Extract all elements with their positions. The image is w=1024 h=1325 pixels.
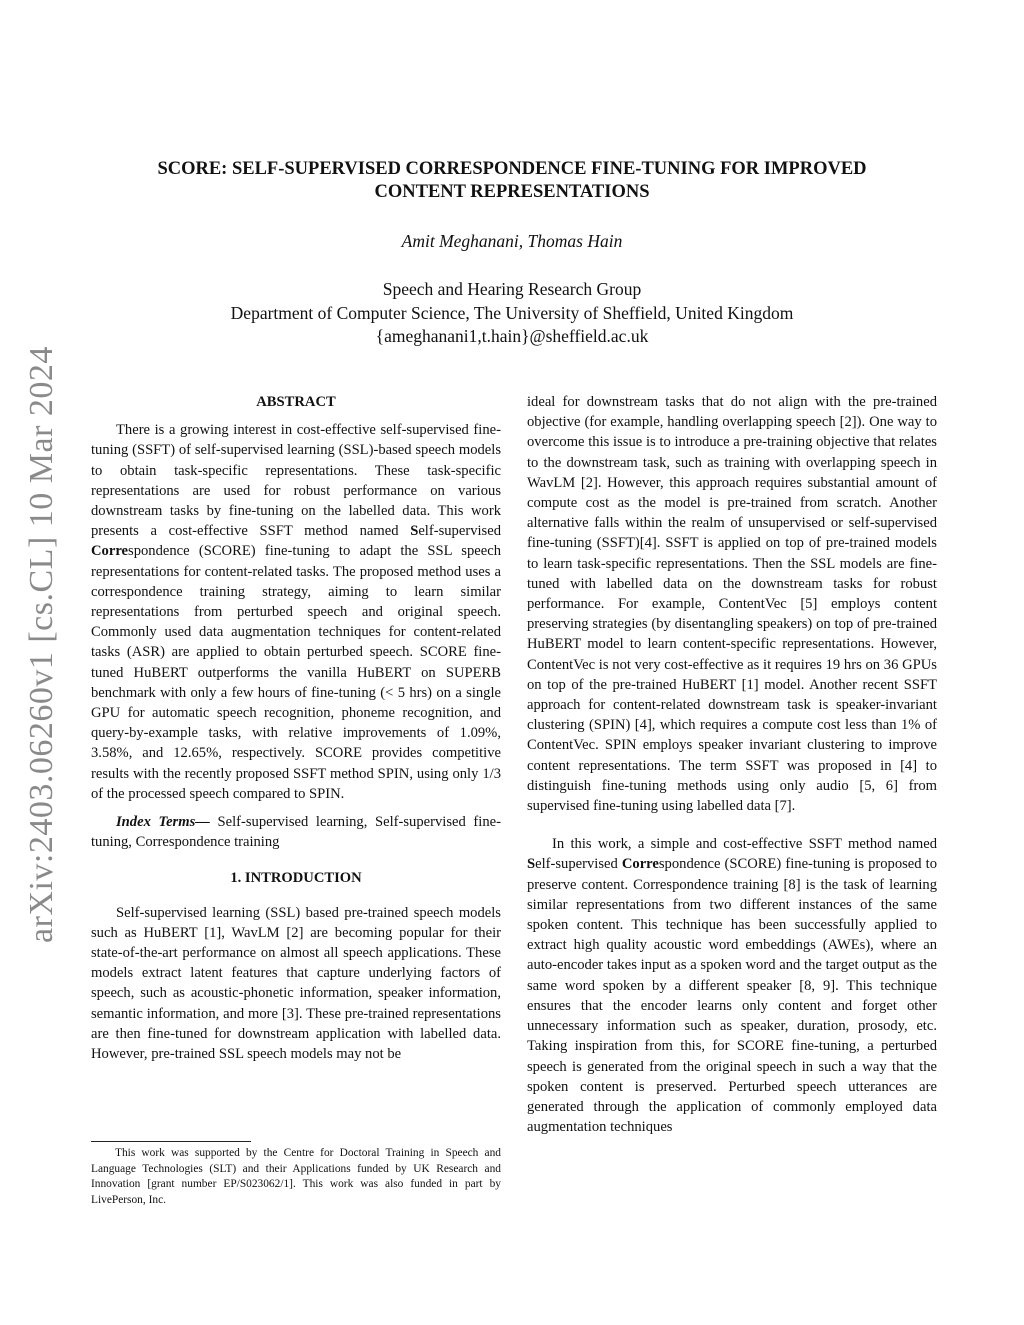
arxiv-identifier: arXiv:2403.06260v1 [cs.CL] 10 Mar 2024	[23, 346, 60, 943]
abstract-bold-corre: Corre	[91, 543, 129, 560]
index-terms	[91, 812, 501, 852]
title-line-1: SCORE: SELF-SUPERVISED CORRESPONDENCE FINE-TUNING FOR IMPROVED	[157, 159, 867, 179]
title-line-2: CONTENT REPRESENTATIONS	[374, 182, 650, 202]
abstract-body	[91, 420, 501, 804]
intro-p2-bold-s: S	[527, 856, 536, 873]
left-column	[91, 392, 501, 1064]
abstract-text-mid: elf-supervised	[418, 523, 501, 540]
affiliation-group: Speech and Hearing Research Group	[382, 279, 642, 299]
intro-p2-bold-corre: Corre	[621, 856, 659, 873]
intro-paragraph-1: Self-supervised learning (SSL) based pre-trained speech models such as HuBERT [1], WavLM [2] are becoming popular for their state-of-the-art performance on almost all speech applications. These models extract latent features that capture underlying factors of speech, such as acoustic-phonetic information, speaker information, semantic information, and more [3]. These pre-trained representations are then fine-tuned for downstream application with labelled data. However, pre-trained SSL speech models may not be	[91, 904, 501, 1063]
paper-title	[100, 158, 924, 204]
abstract-bold-s: S	[410, 523, 419, 540]
affiliation-email: {ameghanani1,t.hain}@sheffield.ac.uk	[375, 326, 649, 346]
abstract-text-1: There is a growing interest in cost-effective self-supervised fine-tuning (SSFT) of self-supervised learning (SSL)-based speech models to obtain task-specific representations. These task-specific representations are used for robust performance on various downstream tasks by fine-tuning on the labelled data. This work presents a cost-effective SSFT method named	[91, 422, 501, 540]
footnote: This work was supported by the Centre for Doctoral Training in Speech and Language Technologies (SLT) and their Applications funded by UK Research and Innovation [grant number EP/S023062/1]. This work was also funded in part by LivePerson, Inc.	[91, 1147, 501, 1206]
intro-paragraph-1-continued: ideal for downstream tasks that do not align with the pre-trained objective (for example, handling overlapping speech [2]). One way to overcome this issue is to introduce a pre-training objective that relates to the downstream task, such as training with overlapping speech in WavLM [2]. However, this approach requires substantial amount of compute cost as the model is pre-trained from scratch. Another alternative falls within the realm of unsupervised or self-supervised fine-tuning (SSFT)[4]. SSFT is applied on top of pre-trained models to learn task-specific representations. Then the SSL models are fine-tuned with labelled data on the downstream tasks for robust performance. For example, ContentVec [5] employs content preserving strategies (by disentangling speakers) on top of pre-trained HuBERT model to learn content-specific representations. However, ContentVec is not very cost-effective as it requires 19 hrs on 36 GPUs on top of the pre-trained HuBERT [1] model. Another recent SSFT approach for content-related downstream task is speaker-invariant clustering (SPIN) [4], which requires a compute cost less than 1% of ContentVec. SPIN employs speaker invariant clustering to improve content representations. The term SSFT was proposed in [4] to distinguish fine-tuning methods using only audio [5, 6] from supervised fine-tuning using labelled data [7].	[527, 394, 937, 815]
intro-p2-text-a: In this work, a simple and cost-effective SSFT method named	[552, 836, 937, 853]
index-terms-label: Index Terms—	[116, 814, 210, 831]
intro-p2-text-b: elf-supervised	[535, 856, 622, 873]
abstract-heading: ABSTRACT	[256, 394, 336, 410]
intro-p2-text-c: spondence (SCORE) fine-tuning is proposed to preserve content. Correspondence training [8] is the task of learning similar representations from two different instances of the same spoken content. This technique has been successfully applied to extract high quality acoustic word embeddings (AWEs), where an auto-encoder takes input as a spoken word and the target output as the same word spoken by a different speaker [8, 9]. This technique ensures that the encoder learns only content and forget other unnecessary information such as speaker, duration, prosody, etc. Taking inspiration from this, for SCORE fine-tuning, a perturbed speech is generated from the original speech in such a way that the spoken content is preserved. Perturbed speech utterances are generated through the application of commonly employed data augmentation techniques	[527, 856, 937, 1136]
intro-paragraph-2	[527, 834, 937, 1137]
right-column	[527, 392, 937, 1137]
index-terms-text: Self-supervised learning, Self-supervised fine-tuning, Correspondence training	[91, 814, 501, 851]
authors: Amit Meghanani, Thomas Hain	[401, 231, 623, 251]
affiliation-department: Department of Computer Science, The University of Sheffield, United Kingdom	[230, 302, 794, 323]
footnote-divider	[91, 1141, 251, 1142]
affiliation	[100, 278, 924, 349]
abstract-text-2: spondence (SCORE) fine-tuning to adapt the SSL speech representations for content-related tasks. The proposed method uses a correspondence training strategy, aiming to learn similar representations from perturbed speech and original speech. Commonly used data augmentation techniques for content-related tasks (ASR) are applied to obtain perturbed speech. SCORE fine-tuned HuBERT outperforms the vanilla HuBERT on SUPERB benchmark with only a few hours of fine-tuning (< 5 hrs) on a single GPU for automatic speech recognition, phoneme recognition, and query-by-example tasks, with relative improvements of 1.09%, 3.58%, and 12.65%, respectively. SCORE provides competitive results with the recently proposed SSFT method SPIN, using only 1/3 of the processed speech compared to SPIN.	[91, 543, 501, 802]
intro-heading: 1. INTRODUCTION	[230, 870, 362, 887]
